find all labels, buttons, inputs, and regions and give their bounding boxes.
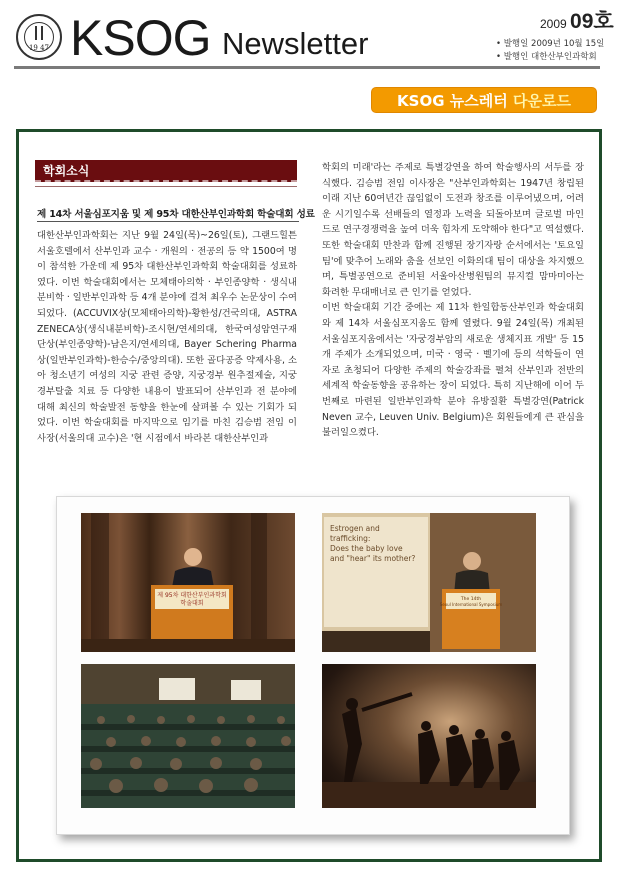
podium2-line2: Seoul International Symposium bbox=[439, 602, 503, 607]
podium2-line1: The 14th bbox=[460, 597, 482, 602]
issue-number bbox=[540, 12, 614, 34]
podium-sign-line1: 제 95차 대한산부인과학회 bbox=[157, 592, 227, 599]
article-paragraph: 이번 학술대회 기간 중에는 제 11차 한일합동산부인과 학술대회와 제 14차 서울심포지움도 함께 열렸다. 9월 24일(목) 개최된 서울심포지움에서는 '자궁경부암의 새로운 생체지표 개발' 등 15개 주제가 소개되었으며, 미국 · 영국 · 벨기에 등의 석학들이 연자로 초청되어 다양한 주제의 학술강좌를 펼쳐 산부인과 전반의 세계적 학술동향을 공유하는 장이 되었다. 특히 지난해에 이어 두 번째로 마련된 일반부인과학 분야 유방질환 특별강연(Patrick Neven 교수, Leuven Univ. Belgium)은 회원들에게 큰 관심을 불러일으켰다. bbox=[322, 302, 584, 439]
article-headline: 제 14차 서울심포지움 및 제 95차 대한산부인과학회 학술대회 성료 bbox=[37, 209, 315, 220]
newsletter-download-button[interactable] bbox=[371, 87, 597, 113]
photo-conference-hall-scene bbox=[81, 664, 295, 808]
society-seal-logo bbox=[16, 14, 62, 60]
section-divider bbox=[35, 186, 297, 187]
section-label: 학회소식 bbox=[35, 160, 297, 182]
photo-stage-performance bbox=[322, 664, 536, 808]
header-divider bbox=[14, 66, 600, 69]
newsletter-title-newsletter: Newsletter bbox=[222, 26, 369, 61]
article-right-column bbox=[322, 160, 584, 441]
seal-emblem-icon bbox=[35, 26, 43, 40]
podium-sign-line2: 학술대회 bbox=[180, 600, 204, 607]
seal-year: 19 47 bbox=[28, 44, 50, 52]
article-paragraph: 학회의 미래'라는 주제로 특별강연을 하여 학술행사의 서두를 장식했다. 김승범 전임 이사장은 "산부인과학회는 1947년 창립된 이래 지난 60여년간 끊임없이 도전과 창조를 이루어냈으며, 어려운 시기일수록 선배들의 열정과 노력을 되돌아보며 글로벌 마인드로 연구경쟁력을 높여 더욱 힘차게 도약해야 한다"고 역설했다. 또한 학술대회 만찬과 함께 진행된 장기자랑 순서에서는 '토요일팀'에 맞추어 노래와 춤을 선보인 이화의대 팀이 대상을 차지했으며, 특별공연으로 준비된 서울아산병원팀의 뮤지컬 맘마미아는 화려한 무대매너로 큰 인기를 얻었다. bbox=[322, 162, 584, 298]
issue-num: 09호 bbox=[570, 10, 614, 33]
slide-line1: Estrogen and bbox=[330, 524, 380, 533]
photo-conference-hall bbox=[81, 664, 295, 808]
article-left-column bbox=[37, 228, 297, 446]
publish-date: • 발행일 2009년 10월 15일 bbox=[496, 39, 605, 49]
slide-line4: and "hear" its mother? bbox=[330, 554, 416, 563]
issue-year: 2009 bbox=[540, 17, 567, 31]
photo-lecture-slide bbox=[322, 513, 536, 652]
download-button-highlight: 다운로드 bbox=[512, 92, 571, 110]
slide-line3: Does the baby love bbox=[330, 544, 403, 553]
photo-speaker-podium bbox=[81, 513, 295, 652]
newsletter-title-ksog: KSOG bbox=[70, 10, 211, 66]
headline-underline bbox=[37, 221, 299, 222]
download-button-label: KSOG 뉴스레터 bbox=[397, 92, 508, 110]
publisher: • 발행인 대한산부인과학회 bbox=[496, 52, 597, 62]
photo-lecture-slide-scene bbox=[322, 513, 536, 652]
photo-stage-performance-scene bbox=[322, 664, 536, 808]
slide-line2: trafficking: bbox=[330, 534, 371, 543]
article-paragraph: 대한산부인과학회는 지난 9월 24일(목)~26일(토), 그랜드힐튼서울호텔에서 산부인과 교수 · 개원의 · 전공의 등 약 1500여 명이 참석한 가운데 제 95차 대한산부인과학회 학술대회를 성료하였다. 이번 학술대회에서는 모체태아의학 · 부인종양학 · 생식내분비학 · 일반부인과학 등 4개 분야에 걸쳐 최우수 논문상이 수여되었다. (ACCUVIX상(모체태아의학)-황한성/건국의대, ASTRA ZENECA상(생식내분비학)-조시현/연세의대, 한국여성암연구재단상(부인종양학)-남은지/연세의대, Bayer Schering Pharma상(일반부인과학)-한승수/중앙의대). 또한 골다공증 약제사용, 소아 청소년기 여성의 지궁 관련 증양, 지궁경부 원추절제술, 지궁경부탈출 치료 등 다양한 내용이 발표되어 산부인과 전 분야에 대해 최신의 학술발전 동향을 한눈에 살펴볼 수 있는 기회가 되었다. 이번 학술대회를 마지막으로 임기를 마친 김승범 전임 이사장(서울의대 교수)은 '현 시점에서 바라본 대한산부인과 bbox=[37, 230, 297, 444]
photo-speaker-podium-scene bbox=[81, 513, 295, 652]
